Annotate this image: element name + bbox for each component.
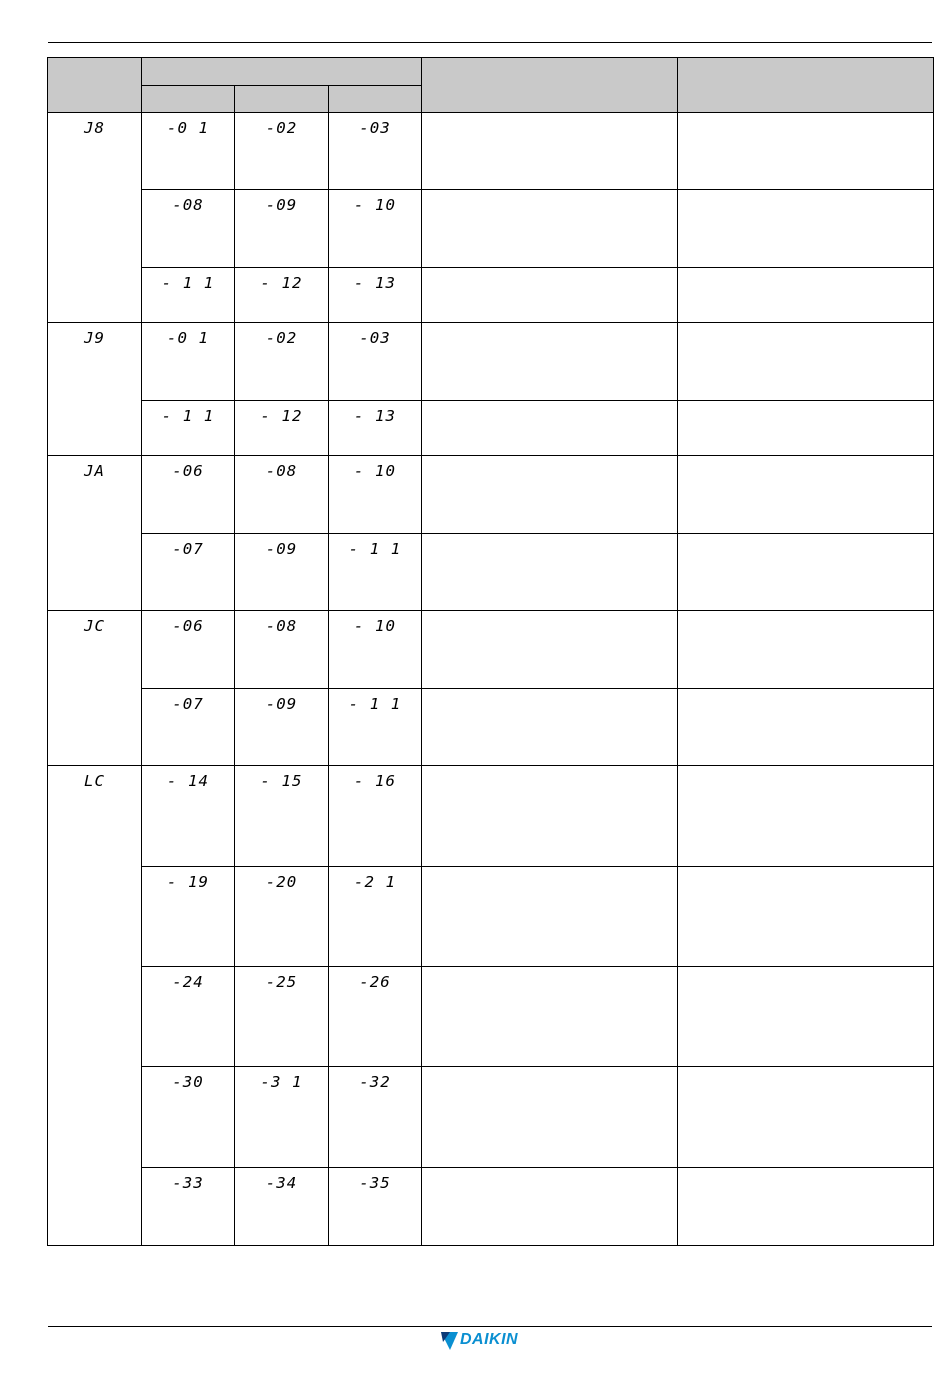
cause-cell	[422, 323, 678, 401]
sub-code: -07	[172, 695, 204, 713]
sub-code-cell	[235, 534, 329, 611]
sub-code: - 1 1	[161, 274, 215, 292]
sub-code-cell	[142, 534, 235, 611]
table-row	[48, 867, 934, 967]
sub-code: - 15	[260, 772, 303, 790]
sub-code-cell	[142, 766, 235, 867]
table-row	[48, 611, 934, 689]
sub-code: - 12	[260, 274, 303, 292]
cause-cell	[422, 611, 678, 689]
sub-code: -3 1	[260, 1073, 303, 1091]
table-row	[48, 323, 934, 401]
sub-code: -0 1	[166, 119, 210, 137]
sub-code: -20	[265, 873, 298, 891]
solution-cell	[678, 456, 934, 534]
sub-code-cell	[142, 190, 235, 268]
sub-code: -0 1	[166, 329, 210, 347]
sub-code: - 10	[353, 617, 397, 635]
cause-cell	[422, 967, 678, 1067]
sub-code: -02	[265, 329, 298, 347]
sub-code: -03	[359, 119, 391, 137]
sub-code-cell	[235, 611, 329, 689]
main-code-cell	[48, 766, 142, 1246]
sub-code: - 13	[353, 407, 397, 425]
header-rule	[48, 42, 932, 43]
error-code-table	[47, 57, 934, 1246]
sub-code-cell	[235, 1168, 329, 1246]
sub-code: -35	[359, 1174, 391, 1192]
solution-cell	[678, 611, 934, 689]
sub-code: -09	[265, 695, 298, 713]
sub-code: -25	[265, 973, 298, 991]
solution-cell	[678, 867, 934, 967]
cause-cell	[422, 113, 678, 190]
sub-code: -08	[265, 462, 298, 480]
daikin-logo-icon	[441, 1331, 459, 1351]
sub-code-cell	[142, 113, 235, 190]
sub-code: -32	[359, 1073, 391, 1091]
sub-code: - 19	[166, 873, 210, 891]
cause-cell	[422, 766, 678, 867]
cause-cell	[422, 867, 678, 967]
sub-code-cell	[235, 401, 329, 456]
sub-code-cell	[142, 401, 235, 456]
solution-cell	[678, 967, 934, 1067]
sub-code-cell	[329, 689, 422, 766]
solution-cell	[678, 323, 934, 401]
solution-cell	[678, 766, 934, 867]
header-cause	[422, 58, 678, 113]
table-row	[48, 113, 934, 190]
sub-code: - 1 1	[348, 695, 402, 713]
main-code-cell	[48, 611, 142, 766]
solution-cell	[678, 1168, 934, 1246]
logo-wordmark: DAIKIN	[460, 1331, 519, 1348]
sub-code-cell	[235, 268, 329, 323]
sub-code-cell	[235, 1067, 329, 1168]
sub-code-cell	[329, 967, 422, 1067]
solution-cell	[678, 268, 934, 323]
sub-code: - 12	[260, 407, 303, 425]
table-row	[48, 1067, 934, 1168]
sub-code-cell	[329, 867, 422, 967]
sub-code-cell	[142, 268, 235, 323]
main-code: J8	[83, 119, 106, 137]
table-row	[48, 967, 934, 1067]
sub-code-cell	[142, 867, 235, 967]
table-row	[48, 190, 934, 268]
sub-code: - 10	[353, 196, 397, 214]
table-row	[48, 534, 934, 611]
sub-code-cell	[235, 323, 329, 401]
main-code-cell	[48, 323, 142, 456]
sub-code-cell	[329, 268, 422, 323]
header-main-code	[48, 58, 142, 113]
sub-code-cell	[329, 113, 422, 190]
table-row	[48, 689, 934, 766]
sub-code: - 1 1	[161, 407, 215, 425]
sub-code-cell	[235, 190, 329, 268]
sub-code: -26	[359, 973, 391, 991]
cause-cell	[422, 534, 678, 611]
footer-rule	[48, 1326, 932, 1327]
cause-cell	[422, 1168, 678, 1246]
sub-code-cell	[142, 1168, 235, 1246]
sub-code-cell	[329, 611, 422, 689]
sub-code-cell	[329, 1168, 422, 1246]
sub-code-cell	[235, 967, 329, 1067]
sub-code: -03	[359, 329, 391, 347]
sub-code: -09	[265, 196, 298, 214]
solution-cell	[678, 1067, 934, 1168]
cause-cell	[422, 1067, 678, 1168]
sub-code: -06	[172, 617, 204, 635]
main-code-cell	[48, 113, 142, 323]
sub-code-cell	[142, 456, 235, 534]
sub-code-cell	[142, 689, 235, 766]
main-code: LC	[83, 772, 106, 790]
sub-code: -24	[172, 973, 204, 991]
cause-cell	[422, 456, 678, 534]
sub-code: -34	[265, 1174, 298, 1192]
table-row	[48, 401, 934, 456]
sub-code: -02	[265, 119, 298, 137]
sub-code-cell	[329, 456, 422, 534]
solution-cell	[678, 190, 934, 268]
header-sub-code	[142, 58, 422, 86]
sub-code-cell	[329, 766, 422, 867]
main-code: JC	[83, 617, 106, 635]
sub-code-cell	[235, 113, 329, 190]
sub-code: -09	[265, 540, 298, 558]
cause-cell	[422, 268, 678, 323]
table-row	[48, 268, 934, 323]
header-sub-master	[142, 86, 235, 113]
sub-code-cell	[235, 766, 329, 867]
sub-code-cell	[329, 534, 422, 611]
sub-code: -08	[265, 617, 298, 635]
cause-cell	[422, 689, 678, 766]
solution-cell	[678, 401, 934, 456]
main-code: J9	[83, 329, 106, 347]
header-solution	[678, 58, 934, 113]
main-code: JA	[83, 462, 106, 480]
daikin-logo	[441, 1331, 541, 1351]
table-row	[48, 766, 934, 867]
solution-cell	[678, 534, 934, 611]
sub-code: -06	[172, 462, 204, 480]
sub-code: -2 1	[353, 873, 397, 891]
sub-code-cell	[142, 1067, 235, 1168]
sub-code-cell	[235, 867, 329, 967]
table-row	[48, 1168, 934, 1246]
sub-code: -08	[172, 196, 204, 214]
solution-cell	[678, 113, 934, 190]
header-sub-slave2	[329, 86, 422, 113]
sub-code: -07	[172, 540, 204, 558]
sub-code-cell	[142, 611, 235, 689]
sub-code-cell	[329, 190, 422, 268]
sub-code: - 13	[353, 274, 397, 292]
sub-code-cell	[329, 401, 422, 456]
sub-code: - 14	[166, 772, 210, 790]
sub-code: -33	[172, 1174, 204, 1192]
sub-code: - 10	[353, 462, 397, 480]
main-code-cell	[48, 456, 142, 611]
sub-code: - 16	[353, 772, 397, 790]
sub-code: -30	[172, 1073, 204, 1091]
solution-cell	[678, 689, 934, 766]
table-row	[48, 456, 934, 534]
cause-cell	[422, 401, 678, 456]
cause-cell	[422, 190, 678, 268]
sub-code: - 1 1	[348, 540, 402, 558]
header-sub-slave1	[235, 86, 329, 113]
sub-code-cell	[142, 323, 235, 401]
sub-code-cell	[235, 689, 329, 766]
sub-code-cell	[329, 1067, 422, 1168]
sub-code-cell	[235, 456, 329, 534]
sub-code-cell	[142, 967, 235, 1067]
sub-code-cell	[329, 323, 422, 401]
